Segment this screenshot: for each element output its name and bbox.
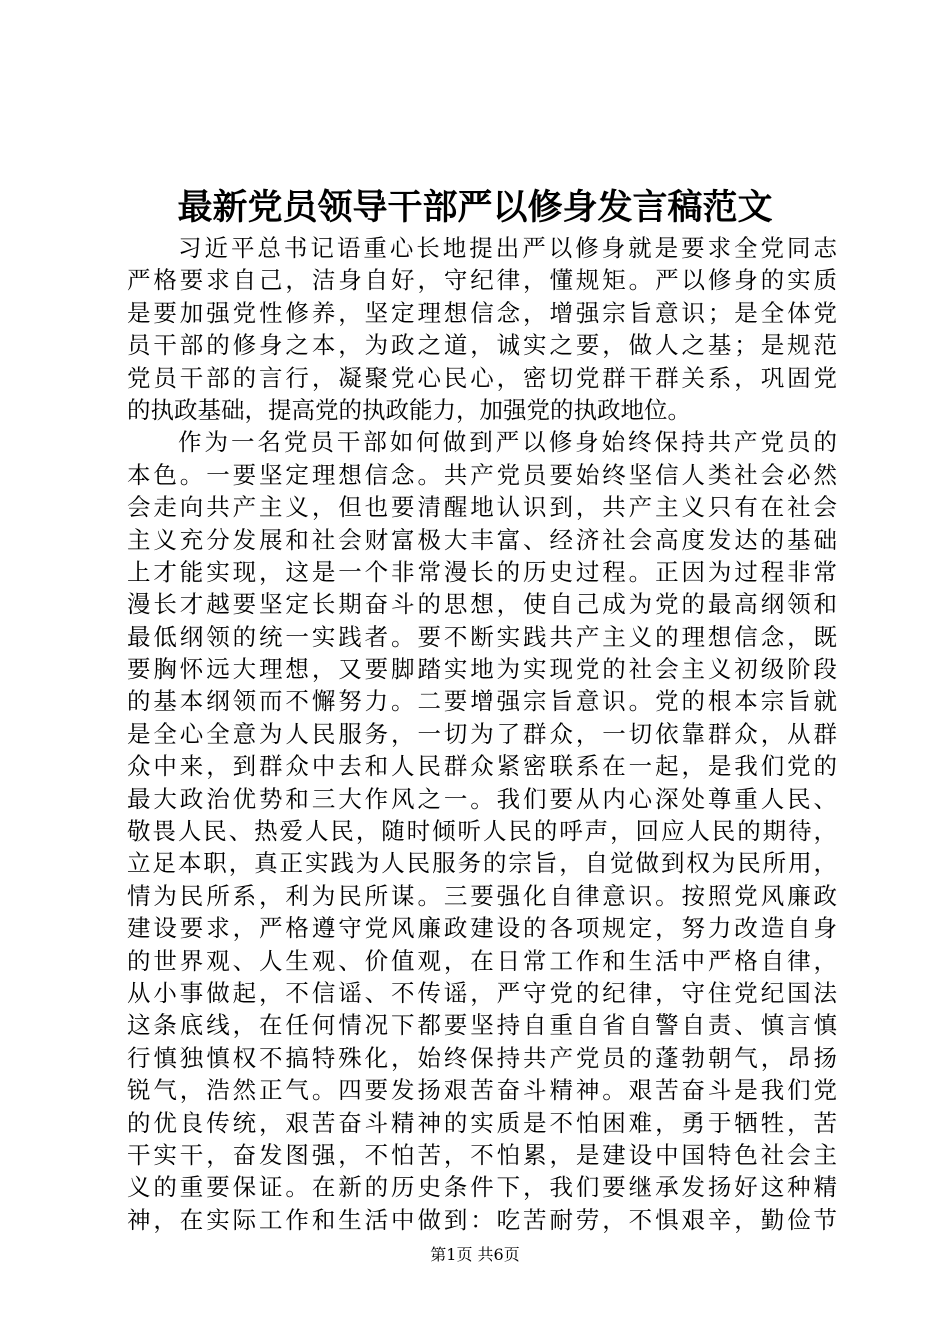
text-line: 最大政治优势和三大作风之一。我们要从内心深处尊重人民、 (127, 784, 837, 813)
text-line: 上才能实现，这是一个非常漫长的历史过程。正因为过程非常 (127, 557, 837, 586)
text-line: 干实干，奋发图强，不怕苦，不怕累，是建设中国特色社会主 (127, 1140, 837, 1169)
text-line: 作为一名党员干部如何做到严以修身始终保持共产党员的 (178, 428, 837, 457)
text-line: 立足本职，真正实践为人民服务的宗旨，自觉做到权为民所用， (127, 849, 837, 878)
text-line: 行慎独慎权不搞特殊化，始终保持共产党员的蓬勃朝气，昂扬 (127, 1043, 837, 1072)
paragraph (127, 426, 837, 1236)
text-line: 众中来，到群众中去和人民群众紧密联系在一起，是我们党的 (127, 752, 837, 781)
text-line: 情为民所系，利为民所谋。三要强化自律意识。按照党风廉政 (127, 881, 837, 910)
text-line: 本色。一要坚定理想信念。共产党员要始终坚信人类社会必然 (127, 460, 837, 489)
text-line: 的执政基础，提高党的执政能力，加强党的执政地位。 (127, 395, 691, 424)
text-line: 神，在实际工作和生活中做到：吃苦耐劳，不惧艰辛，勤俭节 (127, 1205, 837, 1234)
text-line: 漫长才越要坚定长期奋斗的思想，使自己成为党的最高纲领和 (127, 590, 837, 619)
text-line: 建设要求，严格遵守党风廉政建设的各项规定，努力改造自身 (127, 914, 837, 943)
text-line: 锐气，浩然正气。四要发扬艰苦奋斗精神。艰苦奋斗是我们党 (127, 1076, 837, 1105)
text-line: 主义充分发展和社会财富极大丰富、经济社会高度发达的基础 (127, 525, 837, 554)
text-line: 党员干部的言行，凝聚党心民心，密切党群干群关系，巩固党 (127, 363, 837, 392)
text-line: 习近平总书记语重心长地提出严以修身就是要求全党同志 (178, 234, 837, 262)
text-line: 义的重要保证。在新的历史条件下，我们要继承发扬好这种精 (127, 1173, 837, 1202)
text-line: 会走向共产主义，但也要清醒地认识到，共产主义只有在社会 (127, 493, 837, 522)
text-line: 要胸怀远大理想，又要脚踏实地为实现党的社会主义初级阶段 (127, 655, 837, 684)
text-line: 的基本纲领而不懈努力。二要增强宗旨意识。党的根本宗旨就 (127, 687, 837, 716)
paragraph (127, 232, 837, 426)
text-line: 敬畏人民、热爱人民，随时倾听人民的呼声，回应人民的期待， (127, 817, 837, 846)
text-line: 是全心全意为人民服务，一切为了群众，一切依靠群众，从群 (127, 719, 837, 748)
text-line: 这条底线，在任何情况下都要坚持自重自省自警自责、慎言慎 (127, 1011, 837, 1040)
page-footer: 第1页 共6页 (430, 1245, 520, 1264)
document-body (127, 232, 837, 1236)
text-line: 员干部的修身之本，为政之道，诚实之要，做人之基；是规范 (127, 331, 837, 360)
text-line: 严格要求自己，洁身自好，守纪律，懂规矩。严以修身的实质 (127, 266, 837, 295)
page-title: 最新党员领导干部严以修身发言稿范文 (177, 187, 773, 228)
text-line: 最低纲领的统一实践者。要不断实践共产主义的理想信念，既 (127, 622, 837, 651)
text-line: 是要加强党性修养，坚定理想信念，增强宗旨意识；是全体党 (127, 298, 837, 327)
text-line: 的世界观、人生观、价值观，在日常工作和生活中严格自律， (127, 946, 837, 975)
text-line: 从小事做起，不信谣、不传谣，严守党的纪律，守住党纪国法 (127, 978, 837, 1007)
text-line: 的优良传统，艰苦奋斗精神的实质是不怕困难，勇于牺牲，苦 (127, 1108, 837, 1137)
